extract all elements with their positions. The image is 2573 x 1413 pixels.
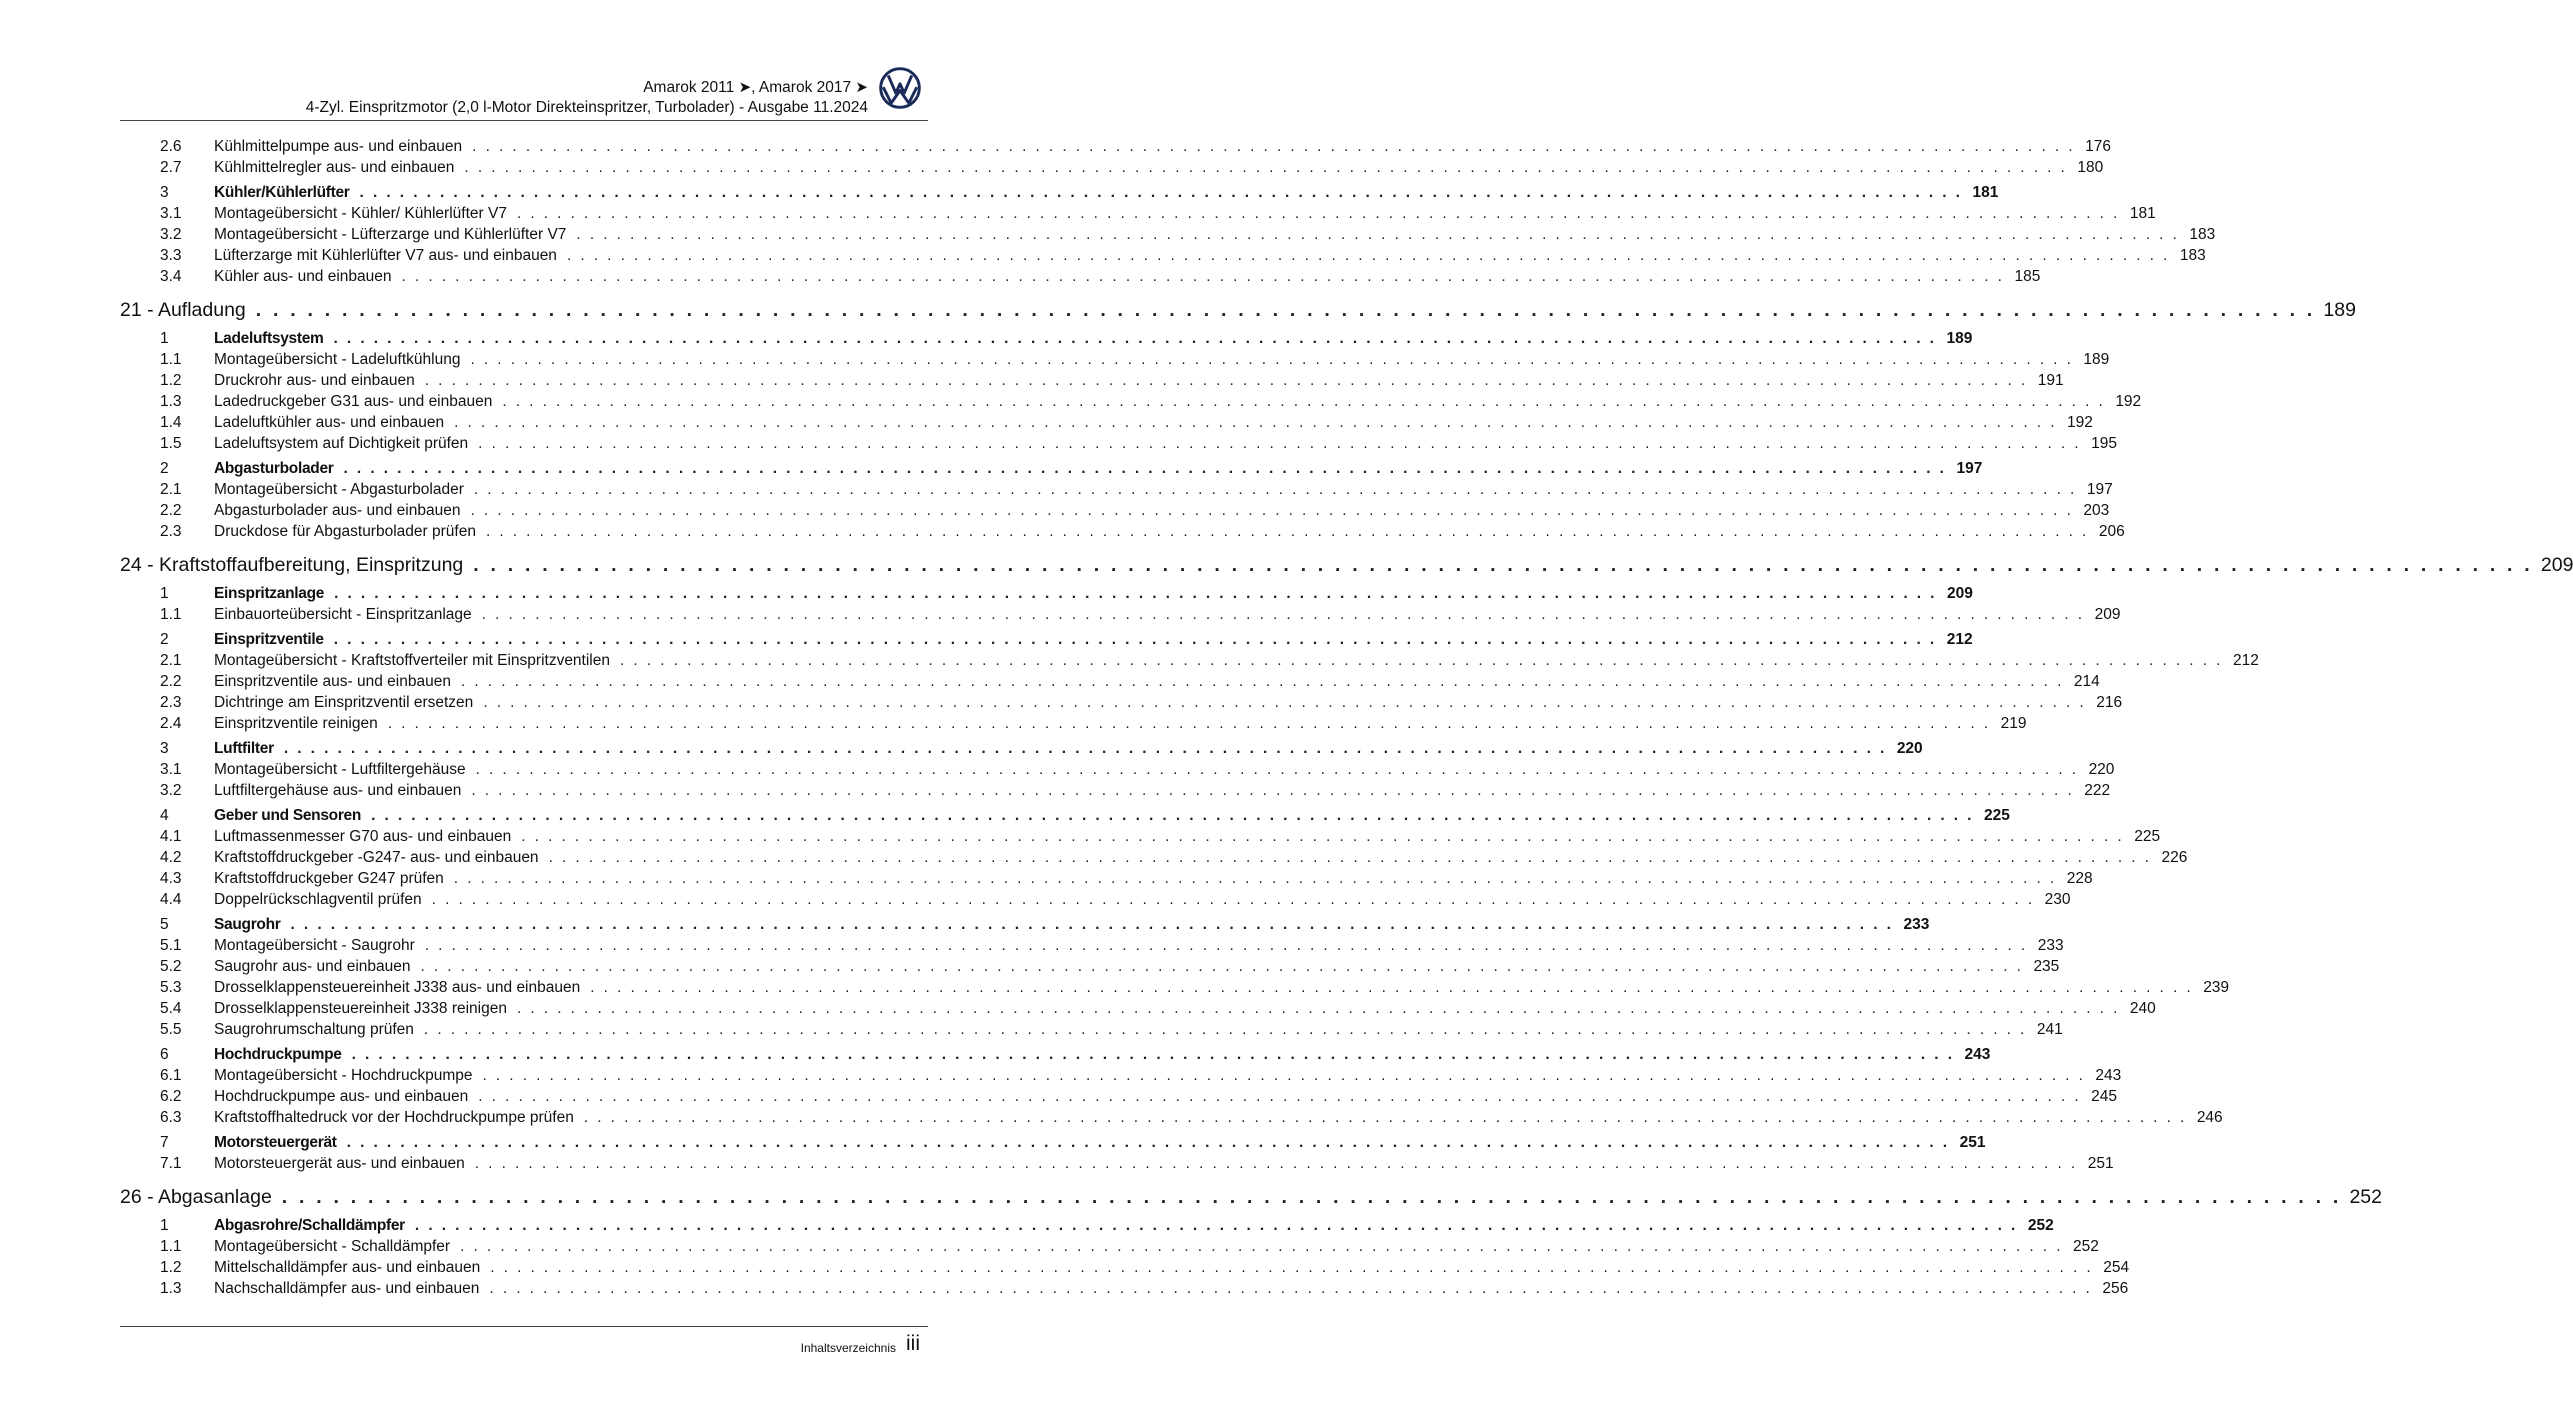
toc-title: Ladeluftsystem	[214, 330, 324, 347]
toc-page-number: 233	[2037, 937, 2064, 954]
toc-page-number: 220	[2088, 761, 2115, 778]
toc-section[interactable]	[120, 1217, 2054, 1238]
dot-leader: . . . . . . . . . . . . . . . . . . . . . . . . . . . . . . . . . . . . . . . . . . . . . . . . . . . . . . . . . . . . . . . . . . . . . . . . . . . . . . . . . . . . . . . . . . . . . . . . . . . . . . . . . . . . . . . . . . . . . . . .	[454, 414, 2057, 431]
dot-leader: . . . . . . . . . . . . . . . . . . . . . . . . . . . . . . . . . . . . . . . . . . . . . . . . . . . . . . . . . . . . . . . . . . . . . . . . . . . . . . . . . . . . . . . . . . . . . . . . . . . . . . . . . . . . . . . . . . . . . . . .	[359, 184, 1963, 201]
toc-number: 5	[160, 916, 169, 933]
dot-leader: . . . . . . . . . . . . . . . . . . . . . . . . . . . . . . . . . . . . . . . . . . . . . . . . . . . . . . . . . . . . . . . . . . . . . . . . . . . . . . . . . . . . . . . . . . . . . . . . . . . . . . . . . . . . . . . . . . . . . . . .	[431, 891, 2035, 908]
toc-page-number: 209	[2540, 554, 2573, 576]
toc-page-number: 256	[2102, 1280, 2129, 1297]
toc-entry[interactable]	[120, 414, 2093, 435]
toc-entry[interactable]	[120, 268, 2041, 289]
dot-leader: . . . . . . . . . . . . . . . . . . . . . . . . . . . . . . . . . . . . . . . . . . . . . . . . . . . . . . . . . . . . . . . . . . . . . . . . . . . . . . . . . . . . . . . . . . . . . . . . . . . . . . . . . . . . . . . . . . . . . . . .	[489, 1280, 2093, 1297]
toc-page-number: 189	[2323, 299, 2356, 321]
dot-leader: . . . . . . . . . . . . . . . . . . . . . . . . . . . . . . . . . . . . . . . . . . . . . . . . . . . . . . . . . . . . . . . . . . . . . . . . . . . . . . . . . . . . . . . . . . . . . . . . . . . . . . . . . . . . . . . . . . . . . . . .	[453, 870, 2057, 887]
toc-entry[interactable]	[120, 435, 2117, 456]
vw-logo-icon	[879, 67, 921, 109]
toc-title: Montageübersicht - Schalldämpfer	[214, 1238, 451, 1255]
toc-number: 1.3	[160, 393, 182, 410]
toc-number: 1.1	[160, 606, 182, 623]
toc-page-number: 246	[2196, 1109, 2223, 1126]
toc-number: 4.3	[160, 870, 182, 887]
toc-page-number: 230	[2044, 891, 2071, 908]
toc-entry[interactable]	[120, 205, 2156, 226]
toc-number: 7.1	[160, 1155, 182, 1172]
toc-page-number: 192	[2115, 393, 2142, 410]
toc-number: 2	[160, 631, 169, 648]
toc-title: Kraftstoffhaltedruck vor der Hochdruckpumpe prüfen	[214, 1109, 574, 1126]
toc-title: Druckrohr aus- und einbauen	[214, 372, 415, 389]
toc-page-number: 252	[2073, 1238, 2099, 1255]
toc-entry[interactable]	[120, 393, 2142, 414]
toc-title: Montageübersicht - Abgasturbolader	[214, 481, 464, 498]
model-2011: Amarok 2011	[643, 79, 735, 96]
toc-number: 5.4	[160, 1000, 182, 1017]
toc-page-number: 181	[2129, 205, 2156, 222]
toc-section[interactable]	[120, 184, 1999, 205]
toc-title: Motorsteuergerät	[214, 1134, 337, 1151]
toc-entry[interactable]	[120, 782, 2111, 803]
toc-section[interactable]	[120, 330, 1973, 351]
dot-leader: . . . . . . . . . . . . . . . . . . . . . . . . . . . . . . . . . . . . . . . . . . . . . . . . . . . . . . . . . . . . . . . . . . . . . . . . . . . . . . . . . . . . . . . . . . . . . . . . . . . . . . . . . . . . . . . . . . . . . . . .	[464, 159, 2068, 176]
toc-title: Luftfilter	[214, 740, 274, 757]
toc-title: Kühlmittelregler aus- und einbauen	[214, 159, 455, 176]
toc-page-number: 219	[2000, 715, 2027, 732]
dot-leader: . . . . . . . . . . . . . . . . . . . . . . . . . . . . . . . . . . . . . . . . . . . . . . . . . . . . . . . . . . . . . . . . . . . . . . . . . . . . . . . . . . . . . . . . . . . . . . . . . . . . . . . . . . . . . . . . . . . . . . . .	[471, 782, 2075, 799]
dot-leader: . . . . . . . . . . . . . . . . . . . . . . . . . . . . . . . . . . . . . . . . . . . . . . . . . . . . . . . . . . . . . . . . . . . . . . . . . . . . . . . . . . . . . . . . . . . . . . . . . . . . . . . . . . . . . . . . . . . . . . . .	[478, 435, 2081, 452]
toc-number: 2.1	[160, 652, 182, 669]
toc-number: 4	[160, 807, 169, 824]
dot-leader: . . . . . . . . . . . . . . . . . . . . . . . . . . . . . . . . . . . . . . . . . . . . . . . . . . . . . . . . . . . . . . . . . . . . . . . . . . . . . . . . . . . . . . . . . . . . . . . . . . . . . . . . . . . . . . . . . . . . . . . .	[414, 1217, 2018, 1234]
toc-page-number: 225	[1984, 807, 2010, 824]
toc-number: 1	[160, 585, 169, 602]
toc-page-number: 241	[2036, 1021, 2063, 1038]
dot-leader: . . . . . . . . . . . . . . . . . . . . . . . . . . . . . . . . . . . . . . . . . . . . . . . . . . . . . . . . . . . . . . . . . . . . . . . . . . . . . . . . . . . . . . . . . . . . . . . . . . . . . . . . . . . . . . . . . . . . . . . .	[470, 351, 2074, 368]
toc-number: 3	[160, 740, 169, 757]
toc-title: Abgasturbolader	[214, 460, 334, 477]
toc-page-number: 252	[2027, 1217, 2054, 1234]
dot-leader: . . . . . . . . . . . . . . . . . . . . . . . . . . . . . . . . . . . . . . . . . . . . . . . . . . . . . . . . . . . . . . . . . . . . . . . . . . . . . . . . . . . . . . . . . . . . . . . . . . . . . . . . . . . . . . . . . . . . . . . .	[424, 372, 2028, 389]
toc-entry[interactable]	[120, 1000, 2156, 1021]
dot-leader: . . . . . . . . . . . . . . . . . . . . . . . . . . . . . . . . . . . . . . . . . . . . . . . . . . . . . . . . . . . . . . . . . . . . . . . . . . . . . . . . . . . . . . . . . . . . . . . . . . . . . . . . . . . . . . . . . . . . . . . .	[470, 502, 2074, 519]
toc-entry[interactable]	[120, 351, 2110, 372]
dot-leader: . . . . . . . . . . . . . . . . . . . . . . . . . . . . . . . . . . . . . . . . . . . . . . . . . . . . . . . . . . . . . . . . . . . . . . . . . . . . . . . . . . . . . . . . . . . . . . . . . . . . . . . . . . . . . . . . . . . . . . . .	[423, 1021, 2027, 1038]
dot-leader: . . . . . . . . . . . . . . . . . . . . . . . . . . . . . . . . . . . . . . . . . . . . . . . . . . . . . . . . . . . . . . . . . . . . . . . . . . . . . . . . . . . . . . . . . . . . . . . . . . . . . . . . . . . . . . . . . . . . . . . .	[334, 585, 1937, 602]
toc-title: Kühler/Kühlerlüfter	[214, 184, 350, 201]
dot-leader: . . . . . . . . . . . . . . . . . . . . . . . . . . . . . . . . . . . . . . . . . . . . . . . . . . . . . . . . . . . . . . . . . . . . . . . . . . . . . . . . . . . . . . . . . . . . . . . . . . . . . . . . . . . . . . . . . . . . . . . .	[333, 631, 1937, 648]
dot-leader: . . . . . . . . . . . . . . . . . . . . . . . . . . . . . . . . . . . . . . . . . . . . . . . . . . . . . . . . . . . . . . . . . . . . . . . . . . . . . . . . . . . . . . . . . . . . . . . . . . . . . . . . . . . . . . . . . . . . . . . .	[283, 740, 1887, 757]
dot-leader: . . . . . . . . . . . . . . . . . . . . . . . . . . . . . . . . . . . . . . . . . . . . . . . . . . . . . . . . . . . . . . . . . . . . . . . . . . . . . . . . . . . . . . . . . . . . . . . . . . . . . . . . . . . . . . . . . . . . . . . .	[401, 268, 2005, 285]
toc-section[interactable]	[120, 460, 1983, 481]
toc-entry[interactable]	[120, 1021, 2063, 1042]
toc-page-number: 181	[1972, 184, 1999, 201]
toc-entry[interactable]	[120, 247, 2206, 268]
toc-title: Abgasturbolader aus- und einbauen	[214, 502, 461, 519]
arrow-right-icon: ➤	[738, 79, 752, 96]
toc-page-number: 220	[1896, 740, 1923, 757]
dot-leader: . . . . . . . . . . . . . . . . . . . . . . . . . . . . . . . . . . . . . . . . . . . . . . . . . . . . . . . . . . . . . . . . . . . . . . . . . . . . . . . . . . . . . . . . . . . . . . . . . . . . . . . . . . . . . . . . . . . . . . . .	[460, 1238, 2063, 1255]
toc-entry[interactable]	[120, 1109, 2223, 1130]
toc-page-number: 214	[2073, 673, 2100, 690]
toc-title: Einbauorteübersicht - Einspritzanlage	[214, 606, 472, 623]
toc-entry[interactable]	[120, 523, 2125, 544]
toc-page-number: 197	[2086, 481, 2113, 498]
header-divider	[120, 120, 928, 121]
toc-entry[interactable]	[120, 891, 2071, 912]
dot-leader: . . . . . . . . . . . . . . . . . . . . . . . . . . . . . . . . . . . . . . . . . . . . . . . . . . . . . . . . . . . . . . . . . . . . . . . . . . . . . . . . . . . . . . . . . . . . . . . . . . . . . . . . . . . . . . . . . . . . . . . .	[333, 330, 1937, 347]
toc-number: 2.6	[160, 138, 182, 155]
toc-page-number: 180	[2077, 159, 2104, 176]
toc-page-number: 251	[1959, 1134, 1986, 1151]
dot-leader: . . . . . . . . . . . . . . . . . . . . . . . . . . . . . . . . . . . . . . . . . . . . . . . . . . . . . . . . . . . . . . . . . . . . . . . . . . . . . . . . . . . . . . . . . . . . . . . . . . . . . . . . . . . . . . . . . . . . . . . .	[566, 247, 2170, 264]
toc-section[interactable]	[120, 631, 1973, 652]
dot-leader: . . . . . . . . . . . . . . . . . . . . . . . . . . . . . . . . . . . . . . . . . . . . . . . . . . . . . . . . . . . . . . . . . . . . . . . . . . . . . . . . . . . . . . . . . . . . . . . . . . . . . . . . . . . . . . . . . . . . . . . .	[474, 1155, 2078, 1172]
toc-title: 26 - Abgasanlage	[120, 1186, 272, 1208]
toc-chapter[interactable]	[120, 1186, 2382, 1213]
toc-section[interactable]	[120, 740, 1923, 761]
toc-number: 4.4	[160, 891, 182, 908]
toc-number: 3.1	[160, 205, 182, 222]
toc-number: 5.2	[160, 958, 182, 975]
dot-leader: . . . . . . . . . . . . . . . . . . . . . . . . . . . . . . . . . . . . . . . . . . . . . . . . . . . . . . . . . . . . . . . . . . . . . . . . . . . . . . . . . . . . . . . . . . . . . . . . . . . . . . . . . . . . . . . . . . . . . . . .	[371, 807, 1974, 824]
toc-number: 2.3	[160, 523, 182, 540]
toc-page-number: 183	[2179, 247, 2206, 264]
toc-entry[interactable]	[120, 870, 2093, 891]
model-2017: , Amarok 2017	[751, 79, 852, 96]
toc-page-number: 209	[1947, 585, 1973, 602]
dot-leader: . . . . . . . . . . . . . . . . . . . . . . . . . . . . . . . . . . . . . . . . . . . . . . . . . . . . . . . . . . . . . . . . . . . . . . . . . . . . . . . . . . . . . . . . . . . . . . . . . . . . . . . . . . . . . . . . . . . . . . . .	[502, 393, 2106, 410]
toc-number: 3.2	[160, 782, 182, 799]
toc-entry[interactable]	[120, 502, 2110, 523]
toc-entry[interactable]	[120, 226, 2216, 247]
toc-title: Lüfterzarge mit Kühlerlüfter V7 aus- und einbauen	[214, 247, 557, 264]
toc-number: 4.2	[160, 849, 182, 866]
toc-page-number: 245	[2091, 1088, 2118, 1105]
toc-entry[interactable]	[120, 372, 2064, 393]
toc-title: Montageübersicht - Luftfiltergehäuse	[214, 761, 466, 778]
table-of-contents	[120, 138, 2573, 1301]
toc-title: Kühlmittelpumpe aus- und einbauen	[214, 138, 463, 155]
toc-page-number: 197	[1956, 460, 1983, 477]
toc-entry[interactable]	[120, 1088, 2118, 1109]
toc-title: Mittelschalldämpfer aus- und einbauen	[214, 1259, 481, 1276]
toc-page-number: 185	[2014, 268, 2041, 285]
dot-leader: . . . . . . . . . . . . . . . . . . . . . . . . . . . . . . . . . . . . . . . . . . . . . . . . . . . . . . . . . . . . . . . . . . . . . . . . . . . . . . . . . . . . . . . . . . . . . . . . . . . . . . . . . . . . . . . . . . . . . . . .	[346, 1134, 1950, 1151]
toc-number: 5.1	[160, 937, 182, 954]
toc-title: Einspritzanlage	[214, 585, 325, 602]
toc-title: Drosselklappensteuereinheit J338 reinigen	[214, 1000, 507, 1017]
dot-leader: . . . . . . . . . . . . . . . . . . . . . . . . . . . . . . . . . . . . . . . . . . . . . . . . . . . . . . . . . . . . . . . . . . . . . . . . . . . . . . . . . . . . . . . . . . . . . . . . . . . . . . . . . . . . . . . . . . . . . . . .	[351, 1046, 1955, 1063]
toc-title: Einspritzventile aus- und einbauen	[214, 673, 451, 690]
toc-entry[interactable]	[120, 715, 2027, 736]
toc-page-number: 206	[2098, 523, 2125, 540]
dot-leader: . . . . . . . . . . . . . . . . . . . . . . . . . . . . . . . . . . . . . . . . . . . . . . . . . . . . . . . . . . . . . . . . . . . . . . . . . . . . . . . . . . . . . . . . . . . . . . . . . . . . . . . . . . . . . . . . . . . . . . . .	[343, 460, 1947, 477]
toc-title: Montageübersicht - Lüfterzarge und Kühlerlüfter V7	[214, 226, 567, 243]
toc-title: Drosselklappensteuereinheit J338 aus- und einbauen	[214, 979, 581, 996]
toc-chapter[interactable]	[120, 554, 2573, 581]
toc-page-number: 195	[2091, 435, 2117, 452]
dot-leader: . . . . . . . . . . . . . . . . . . . . . . . . . . . . . . . . . . . . . . . . . . . . . . . . . . . . . . . . . . . . . . . . . . . . . . . . . . . . . . . . . . . . . . . . . . . . . . . . . . . . . . . . . . . . . . . . . . . . . . . .	[473, 554, 2533, 576]
toc-entry[interactable]	[120, 1259, 2130, 1280]
toc-entry[interactable]	[120, 958, 2060, 979]
toc-section[interactable]	[120, 916, 1930, 937]
dot-leader: . . . . . . . . . . . . . . . . . . . . . . . . . . . . . . . . . . . . . . . . . . . . . . . . . . . . . . . . . . . . . . . . . . . . . . . . . . . . . . . . . . . . . . . . . . . . . . . . . . . . . . . . . . . . . . . . . . . . . . . .	[481, 606, 2085, 623]
toc-number: 6	[160, 1046, 169, 1063]
toc-entry[interactable]	[120, 828, 2161, 849]
toc-number: 1	[160, 330, 169, 347]
toc-number: 6.3	[160, 1109, 182, 1126]
toc-section[interactable]	[120, 1046, 1991, 1067]
toc-number: 2.4	[160, 715, 182, 732]
dot-leader: . . . . . . . . . . . . . . . . . . . . . . . . . . . . . . . . . . . . . . . . . . . . . . . . . . . . . . . . . . . . . . . . . . . . . . . . . . . . . . . . . . . . . . . . . . . . . . . . . . . . . . . . . . . . . . . . . . . . . . . .	[483, 694, 2087, 711]
vehicle-models	[120, 78, 868, 98]
dot-leader: . . . . . . . . . . . . . . . . . . . . . . . . . . . . . . . . . . . . . . . . . . . . . . . . . . . . . . . . . . . . . . . . . . . . . . . . . . . . . . . . . . . . . . . . . . . . . . . . . . . . . . . . . . . . . . . . . . . . . . . .	[255, 299, 2316, 321]
toc-page-number: 243	[1964, 1046, 1991, 1063]
toc-number: 1.2	[160, 1259, 182, 1276]
toc-title: Saugrohrumschaltung prüfen	[214, 1021, 414, 1038]
toc-page-number: 235	[2033, 958, 2060, 975]
toc-entry[interactable]	[120, 979, 2230, 1000]
toc-number: 3.1	[160, 761, 182, 778]
toc-number: 3	[160, 184, 169, 201]
toc-page-number: 176	[2085, 138, 2111, 155]
toc-number: 7	[160, 1134, 169, 1151]
toc-page-number: 189	[1946, 330, 1973, 347]
toc-entry[interactable]	[120, 159, 2104, 180]
dot-leader: . . . . . . . . . . . . . . . . . . . . . . . . . . . . . . . . . . . . . . . . . . . . . . . . . . . . . . . . . . . . . . . . . . . . . . . . . . . . . . . . . . . . . . . . . . . . . . . . . . . . . . . . . . . . . . . . . . . . . . . .	[420, 958, 2024, 975]
toc-number: 3.2	[160, 226, 182, 243]
toc-page-number: 233	[1903, 916, 1930, 933]
toc-title: Saugrohr	[214, 916, 281, 933]
toc-title: 21 - Aufladung	[120, 299, 246, 321]
toc-page-number: 243	[2095, 1067, 2122, 1084]
dot-leader: . . . . . . . . . . . . . . . . . . . . . . . . . . . . . . . . . . . . . . . . . . . . . . . . . . . . . . . . . . . . . . . . . . . . . . . . . . . . . . . . . . . . . . . . . . . . . . . . . . . . . . . . . . . . . . . . . . . . . . . .	[490, 1259, 2094, 1276]
dot-leader: . . . . . . . . . . . . . . . . . . . . . . . . . . . . . . . . . . . . . . . . . . . . . . . . . . . . . . . . . . . . . . . . . . . . . . . . . . . . . . . . . . . . . . . . . . . . . . . . . . . . . . . . . . . . . . . . . . . . . . . .	[290, 916, 1894, 933]
toc-page-number: 192	[2067, 414, 2093, 431]
toc-entry[interactable]	[120, 937, 2064, 958]
toc-title: Hochdruckpumpe aus- und einbauen	[214, 1088, 469, 1105]
toc-number: 3.4	[160, 268, 182, 285]
toc-number: 6.2	[160, 1088, 182, 1105]
toc-entry[interactable]	[120, 652, 2259, 673]
dot-leader: . . . . . . . . . . . . . . . . . . . . . . . . . . . . . . . . . . . . . . . . . . . . . . . . . . . . . . . . . . . . . . . . . . . . . . . . . . . . . . . . . . . . . . . . . . . . . . . . . . . . . . . . . . . . . . . . . . . . . . . .	[472, 138, 2075, 155]
toc-title: Hochdruckpumpe	[214, 1046, 342, 1063]
toc-page-number: 189	[2083, 351, 2110, 368]
footer-label: Inhaltsverzeichnis	[800, 1341, 896, 1355]
toc-number: 2	[160, 460, 169, 477]
dot-leader: . . . . . . . . . . . . . . . . . . . . . . . . . . . . . . . . . . . . . . . . . . . . . . . . . . . . . . . . . . . . . . . . . . . . . . . . . . . . . . . . . . . . . . . . . . . . . . . . . . . . . . . . . . . . . . . . . . . . . . . .	[460, 673, 2064, 690]
dot-leader: . . . . . . . . . . . . . . . . . . . . . . . . . . . . . . . . . . . . . . . . . . . . . . . . . . . . . . . . . . . . . . . . . . . . . . . . . . . . . . . . . . . . . . . . . . . . . . . . . . . . . . . . . . . . . . . . . . . . . . . .	[478, 1088, 2082, 1105]
arrow-right-icon: ➤	[855, 79, 868, 96]
toc-title: 24 - Kraftstoffaufbereitung, Einspritzung	[120, 554, 464, 576]
toc-page-number: 183	[2189, 226, 2216, 243]
dot-leader: . . . . . . . . . . . . . . . . . . . . . . . . . . . . . . . . . . . . . . . . . . . . . . . . . . . . . . . . . . . . . . . . . . . . . . . . . . . . . . . . . . . . . . . . . . . . . . . . . . . . . . . . . . . . . . . . . . . . . . . .	[548, 849, 2152, 866]
toc-page-number: 254	[2103, 1259, 2130, 1276]
dot-leader: . . . . . . . . . . . . . . . . . . . . . . . . . . . . . . . . . . . . . . . . . . . . . . . . . . . . . . . . . . . . . . . . . . . . . . . . . . . . . . . . . . . . . . . . . . . . . . . . . . . . . . . . . . . . . . . . . . . . . . . .	[521, 828, 2125, 845]
toc-entry[interactable]	[120, 694, 2123, 715]
toc-number: 1.3	[160, 1280, 182, 1297]
toc-page-number: 222	[2084, 782, 2111, 799]
dot-leader: . . . . . . . . . . . . . . . . . . . . . . . . . . . . . . . . . . . . . . . . . . . . . . . . . . . . . . . . . . . . . . . . . . . . . . . . . . . . . . . . . . . . . . . . . . . . . . . . . . . . . . . . . . . . . . . . . . . . . . . .	[424, 937, 2028, 954]
dot-leader: . . . . . . . . . . . . . . . . . . . . . . . . . . . . . . . . . . . . . . . . . . . . . . . . . . . . . . . . . . . . . . . . . . . . . . . . . . . . . . . . . . . . . . . . . . . . . . . . . . . . . . . . . . . . . . . . . . . . . . . .	[482, 1067, 2086, 1084]
toc-number: 1.1	[160, 351, 182, 368]
toc-number: 1.2	[160, 372, 182, 389]
toc-title: Druckdose für Abgasturbolader prüfen	[214, 523, 476, 540]
toc-number: 2.7	[160, 159, 182, 176]
toc-title: Montageübersicht - Kraftstoffverteiler mit Einspritzventilen	[214, 652, 610, 669]
dot-leader: . . . . . . . . . . . . . . . . . . . . . . . . . . . . . . . . . . . . . . . . . . . . . . . . . . . . . . . . . . . . . . . . . . . . . . . . . . . . . . . . . . . . . . . . . . . . . . . . . . . . . . . . . . . . . . . . . . . . . . . .	[281, 1186, 2342, 1208]
toc-page-number: 225	[2134, 828, 2161, 845]
toc-title: Nachschalldämpfer aus- und einbauen	[214, 1280, 480, 1297]
toc-number: 2.2	[160, 502, 182, 519]
toc-page-number: 209	[2094, 606, 2121, 623]
dot-leader: . . . . . . . . . . . . . . . . . . . . . . . . . . . . . . . . . . . . . . . . . . . . . . . . . . . . . . . . . . . . . . . . . . . . . . . . . . . . . . . . . . . . . . . . . . . . . . . . . . . . . . . . . . . . . . . . . . . . . . . .	[620, 652, 2223, 669]
dot-leader: . . . . . . . . . . . . . . . . . . . . . . . . . . . . . . . . . . . . . . . . . . . . . . . . . . . . . . . . . . . . . . . . . . . . . . . . . . . . . . . . . . . . . . . . . . . . . . . . . . . . . . . . . . . . . . . . . . . . . . . .	[516, 205, 2120, 222]
dot-leader: . . . . . . . . . . . . . . . . . . . . . . . . . . . . . . . . . . . . . . . . . . . . . . . . . . . . . . . . . . . . . . . . . . . . . . . . . . . . . . . . . . . . . . . . . . . . . . . . . . . . . . . . . . . . . . . . . . . . . . . .	[583, 1109, 2187, 1126]
toc-number: 6.1	[160, 1067, 182, 1084]
toc-entry[interactable]	[120, 1067, 2122, 1088]
dot-leader: . . . . . . . . . . . . . . . . . . . . . . . . . . . . . . . . . . . . . . . . . . . . . . . . . . . . . . . . . . . . . . . . . . . . . . . . . . . . . . . . . . . . . . . . . . . . . . . . . . . . . . . . . . . . . . . . . . . . . . . .	[473, 481, 2077, 498]
toc-number: 3.3	[160, 247, 182, 264]
toc-page-number: 251	[2087, 1155, 2114, 1172]
toc-title: Ladeluftsystem auf Dichtigkeit prüfen	[214, 435, 469, 452]
toc-title: Montageübersicht - Saugrohr	[214, 937, 415, 954]
toc-title: Einspritzventile reinigen	[214, 715, 378, 732]
dot-leader: . . . . . . . . . . . . . . . . . . . . . . . . . . . . . . . . . . . . . . . . . . . . . . . . . . . . . . . . . . . . . . . . . . . . . . . . . . . . . . . . . . . . . . . . . . . . . . . . . . . . . . . . . . . . . . . . . . . . . . . .	[576, 226, 2180, 243]
toc-entry[interactable]	[120, 606, 2121, 627]
footer-divider	[120, 1326, 928, 1327]
toc-number: 1.5	[160, 435, 182, 452]
toc-chapter[interactable]	[120, 299, 2356, 326]
toc-title: Dichtringe am Einspritzventil ersetzen	[214, 694, 474, 711]
toc-entry[interactable]	[120, 1280, 2129, 1301]
toc-entry[interactable]	[120, 761, 2115, 782]
toc-number: 2.3	[160, 694, 182, 711]
toc-page-number: 228	[2066, 870, 2093, 887]
toc-title: Montageübersicht - Hochdruckpumpe	[214, 1067, 473, 1084]
toc-number: 2.1	[160, 481, 182, 498]
toc-page-number: 240	[2129, 1000, 2156, 1017]
toc-number: 2.2	[160, 673, 182, 690]
dot-leader: . . . . . . . . . . . . . . . . . . . . . . . . . . . . . . . . . . . . . . . . . . . . . . . . . . . . . . . . . . . . . . . . . . . . . . . . . . . . . . . . . . . . . . . . . . . . . . . . . . . . . . . . . . . . . . . . . . . . . . . .	[516, 1000, 2120, 1017]
toc-title: Ladedruckgeber G31 aus- und einbauen	[214, 393, 493, 410]
toc-page-number: 239	[2203, 979, 2230, 996]
document-header	[120, 78, 868, 118]
toc-title: Einspritzventile	[214, 631, 324, 648]
toc-title: Montageübersicht - Ladeluftkühlung	[214, 351, 461, 368]
toc-entry[interactable]	[120, 138, 2111, 159]
toc-title: Luftfiltergehäuse aus- und einbauen	[214, 782, 462, 799]
toc-title: Abgasrohre/Schalldämpfer	[214, 1217, 405, 1234]
toc-title: Motorsteuergerät aus- und einbauen	[214, 1155, 465, 1172]
toc-section[interactable]	[120, 1134, 1986, 1155]
toc-number: 1.1	[160, 1238, 182, 1255]
toc-number: 1.4	[160, 414, 182, 431]
toc-page-number: 203	[2083, 502, 2110, 519]
toc-page-number: 191	[2037, 372, 2064, 389]
page-number: iii	[906, 1332, 920, 1355]
toc-title: Kraftstoffdruckgeber -G247- aus- und einbauen	[214, 849, 539, 866]
dot-leader: . . . . . . . . . . . . . . . . . . . . . . . . . . . . . . . . . . . . . . . . . . . . . . . . . . . . . . . . . . . . . . . . . . . . . . . . . . . . . . . . . . . . . . . . . . . . . . . . . . . . . . . . . . . . . . . . . . . . . . . .	[387, 715, 1991, 732]
dot-leader: . . . . . . . . . . . . . . . . . . . . . . . . . . . . . . . . . . . . . . . . . . . . . . . . . . . . . . . . . . . . . . . . . . . . . . . . . . . . . . . . . . . . . . . . . . . . . . . . . . . . . . . . . . . . . . . . . . . . . . . .	[475, 761, 2079, 778]
toc-number: 1	[160, 1217, 169, 1234]
toc-page-number: 226	[2161, 849, 2188, 866]
toc-page-number: 212	[1946, 631, 1973, 648]
toc-entry[interactable]	[120, 673, 2100, 694]
toc-title: Kühler aus- und einbauen	[214, 268, 392, 285]
toc-entry[interactable]	[120, 481, 2113, 502]
toc-title: Kraftstoffdruckgeber G247 prüfen	[214, 870, 444, 887]
toc-page-number: 216	[2096, 694, 2123, 711]
toc-title: Doppelrückschlagventil prüfen	[214, 891, 422, 908]
toc-section[interactable]	[120, 807, 2010, 828]
toc-number: 5.5	[160, 1021, 182, 1038]
toc-title: Ladeluftkühler aus- und einbauen	[214, 414, 445, 431]
toc-title: Saugrohr aus- und einbauen	[214, 958, 411, 975]
toc-title: Luftmassenmesser G70 aus- und einbauen	[214, 828, 512, 845]
dot-leader: . . . . . . . . . . . . . . . . . . . . . . . . . . . . . . . . . . . . . . . . . . . . . . . . . . . . . . . . . . . . . . . . . . . . . . . . . . . . . . . . . . . . . . . . . . . . . . . . . . . . . . . . . . . . . . . . . . . . . . . .	[485, 523, 2089, 540]
toc-section[interactable]	[120, 585, 1973, 606]
toc-page-number: 212	[2232, 652, 2259, 669]
toc-title: Geber und Sensoren	[214, 807, 362, 824]
toc-entry[interactable]	[120, 1155, 2114, 1176]
toc-number: 4.1	[160, 828, 182, 845]
dot-leader: . . . . . . . . . . . . . . . . . . . . . . . . . . . . . . . . . . . . . . . . . . . . . . . . . . . . . . . . . . . . . . . . . . . . . . . . . . . . . . . . . . . . . . . . . . . . . . . . . . . . . . . . . . . . . . . . . . . . . . . .	[590, 979, 2194, 996]
toc-title: Montageübersicht - Kühler/ Kühlerlüfter V7	[214, 205, 507, 222]
toc-entry[interactable]	[120, 1238, 2099, 1259]
engine-description: 4-Zyl. Einspritzmotor (2,0 l-Motor Direkteinspritzer, Turbolader) - Ausgabe 11.2024	[305, 99, 868, 116]
toc-page-number: 252	[2349, 1186, 2382, 1208]
toc-entry[interactable]	[120, 849, 2188, 870]
toc-number: 5.3	[160, 979, 182, 996]
